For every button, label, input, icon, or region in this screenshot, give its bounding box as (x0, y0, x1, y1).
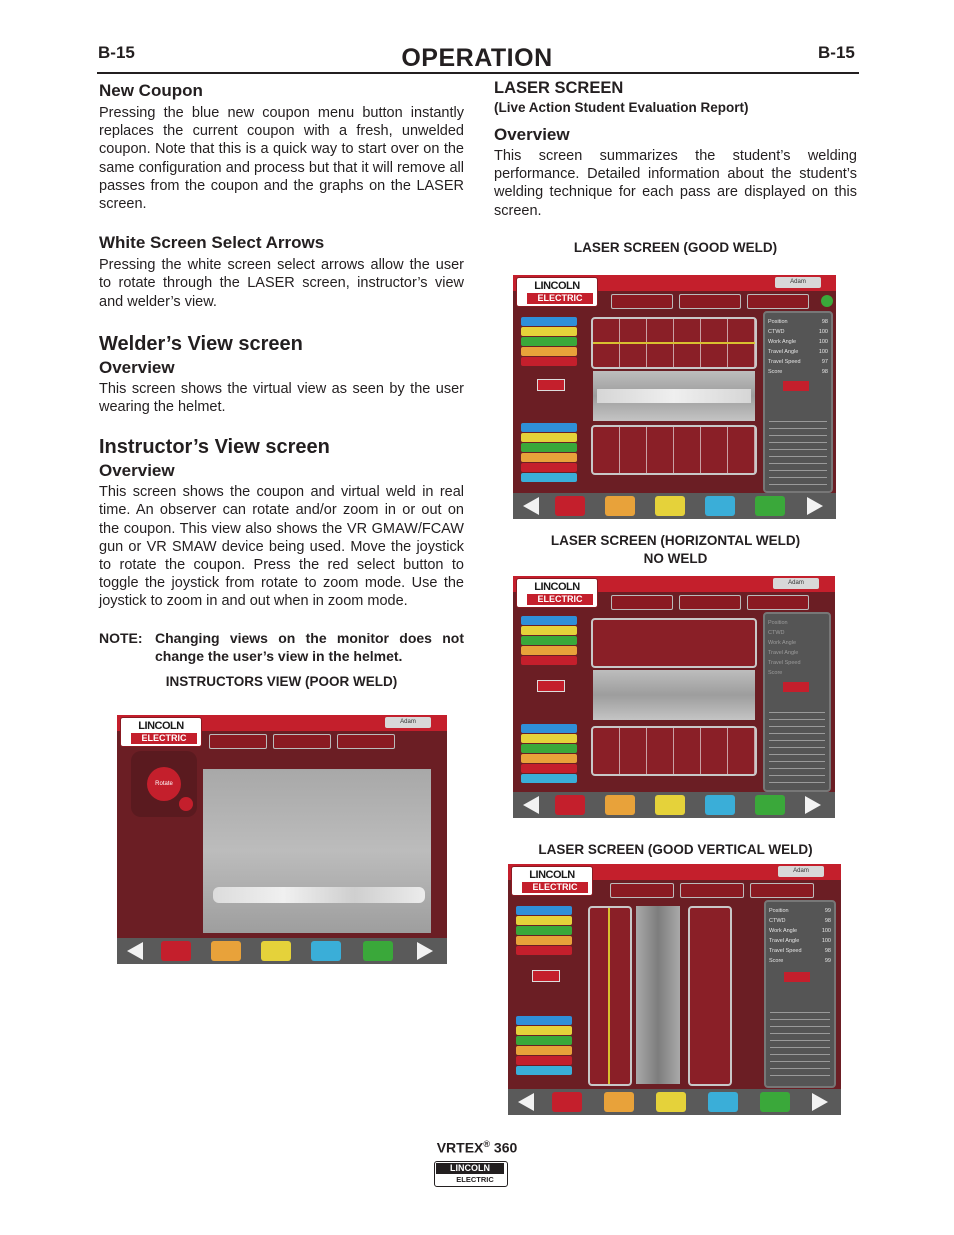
header-button (611, 595, 673, 610)
header-button (679, 595, 741, 610)
header-button (750, 883, 814, 898)
screen-bottom-bar (508, 1089, 841, 1115)
header-button (747, 595, 809, 610)
yellow-button (656, 1092, 686, 1112)
footer-model-number: 360 (490, 1139, 518, 1156)
stat-values: 98 100 100 100 97 98 (818, 319, 828, 375)
legend-stack (521, 724, 577, 784)
lincoln-logo (120, 717, 202, 747)
menu-stack (516, 906, 572, 956)
stat-labels: Position CTWD Work Angle Travel Angle Travel Speed Score (768, 620, 801, 676)
discontinuity-list (769, 421, 827, 485)
arrow-left-icon (523, 796, 539, 814)
instructors-view-caption: INSTRUCTORS VIEW (POOR WELD) (165, 673, 398, 689)
lincoln-logo (511, 866, 593, 896)
left-column (99, 81, 464, 691)
laser-body: This screen summarizes the student’s welding performance. Detailed information about the student’s welding technique for each pass are displayed on this screen. (494, 148, 857, 219)
header-button (680, 883, 744, 898)
header-button (337, 734, 395, 749)
header-button (679, 294, 741, 309)
footer-model (0, 1139, 954, 1156)
laser-screen-heading: LASER SCREEN (494, 79, 624, 97)
caption-good-weld: LASER SCREEN (GOOD WELD) (573, 240, 778, 255)
arrow-right-icon (807, 497, 823, 515)
caption-horizontal-line1: LASER SCREEN (HORIZONTAL WELD) (550, 533, 801, 548)
coupon-image (636, 906, 680, 1084)
green-button (760, 1092, 790, 1112)
page-number-right: B-15 (818, 43, 855, 62)
pass-button (537, 680, 565, 692)
discontinuity-list (770, 1012, 830, 1080)
coupon-image (593, 670, 755, 720)
welders-view-heading: Welder’s View screen (99, 332, 303, 355)
laser-good-weld-screenshot (513, 275, 836, 519)
footer-model-name: VRTEX (436, 1139, 484, 1156)
score-button (783, 381, 809, 391)
instructors-view-screenshot (117, 715, 447, 964)
select-button (179, 797, 193, 811)
header-button (610, 883, 674, 898)
header-rule (97, 72, 859, 74)
blue-button (311, 941, 341, 961)
yellow-button (655, 795, 685, 815)
pass-button (532, 970, 560, 982)
logo-electric-text: ELECTRIC (527, 293, 593, 304)
yellow-button (261, 941, 291, 961)
welders-view-body: This screen shows the virtual view as seen by the user wearing the helmet. (99, 380, 464, 416)
stat-values: 99 98 100 100 98 99 (821, 908, 831, 964)
logo-lincoln-text: LINCOLN (529, 869, 575, 881)
menu-button (555, 496, 585, 516)
new-coupon-body: Pressing the blue new coupon menu button instantly replaces the current coupon with a fresh, unwelded coupon. Note that this is a quick way to start over on the same configuration and process but that it will remove all passes from the coupon and the graphs on the LASER screen. (99, 105, 464, 213)
menu-stack (521, 616, 577, 666)
graph-panel-top (591, 317, 757, 369)
logo-electric-text: ELECTRIC (131, 733, 197, 744)
graph-panel-top (591, 618, 757, 668)
graph-panel-right (688, 906, 732, 1086)
score-panel (763, 612, 831, 792)
logo-lincoln-text: LINCOLN (534, 581, 580, 593)
green-button (755, 496, 785, 516)
laser-screen-subheading: (Live Action Student Evaluation Report) (494, 100, 749, 115)
joystick-pad (131, 751, 197, 817)
footer-registered-mark: ® (483, 1139, 491, 1149)
laser-no-weld-screenshot (513, 576, 835, 818)
instructors-view-overview: Overview (99, 461, 175, 481)
screen-bottom-bar (513, 493, 836, 519)
orange-button (605, 496, 635, 516)
logo-lincoln-text: LINCOLN (138, 720, 184, 732)
arrows-body: Pressing the white screen select arrows allow the user to rotate through the LASER screen, instructor’s view and welder’s view. (99, 257, 464, 310)
note-label: NOTE: (99, 629, 143, 646)
blue-button (708, 1092, 738, 1112)
footer-logo-electric: ELECTRIC (456, 1175, 494, 1184)
weld-trace (608, 908, 610, 1084)
blue-button (705, 795, 735, 815)
graph-panel-bottom (591, 425, 757, 475)
header-button (611, 294, 673, 309)
coupon-image (593, 371, 755, 421)
user-label: Adam (385, 717, 431, 728)
score-button (783, 682, 809, 692)
logo-electric-text: ELECTRIC (522, 882, 588, 893)
arrow-right-icon (805, 796, 821, 814)
legend-stack (516, 1016, 572, 1076)
legend-stack (521, 423, 577, 483)
score-panel (764, 900, 836, 1088)
caption-horizontal-weld (494, 532, 857, 568)
poor-weld-bead (213, 887, 425, 903)
coupon-image (203, 769, 431, 933)
arrow-right-icon (417, 942, 433, 960)
user-label: Adam (773, 578, 819, 589)
arrow-left-icon (127, 942, 143, 960)
green-button (363, 941, 393, 961)
status-indicator (821, 295, 833, 307)
logo-electric-text: ELECTRIC (527, 594, 593, 605)
header-button (273, 734, 331, 749)
instructors-view-body: This screen shows the coupon and virtual weld in real time. An observer can rotate and/or zoom in or out on the coupon. This view also shows the VR GMAW/FCAW gun or VR SMAW device being used. Move the joystick to rotate the coupon. Press the red select button to toggle the joystick from rotate to zoom mode. Use the joystick to zoom in and out when in zoom mode. (99, 484, 464, 610)
yellow-button (655, 496, 685, 516)
screen-bottom-bar (117, 938, 447, 964)
stat-labels: Position CTWD Work Angle Travel Angle Travel Speed Score (768, 319, 801, 375)
laser-vertical-weld-screenshot (508, 864, 841, 1115)
orange-button (211, 941, 241, 961)
weld-trace (593, 342, 755, 344)
graph-panel-bottom (591, 726, 757, 776)
score-panel (763, 311, 833, 493)
instructors-view-heading: Instructor’s View screen (99, 436, 330, 459)
header-button (747, 294, 809, 309)
score-button (784, 972, 810, 982)
discontinuity-list (769, 712, 825, 784)
arrow-left-icon (523, 497, 539, 515)
stat-labels: Position CTWD Work Angle Travel Angle Travel Speed Score (769, 908, 802, 964)
screen-bottom-bar (513, 792, 835, 818)
lincoln-logo (516, 277, 598, 307)
rotate-button: Rotate (147, 767, 181, 801)
arrows-heading: White Screen Select Arrows (99, 233, 325, 253)
laser-overview: Overview (494, 125, 570, 144)
logo-lincoln-text: LINCOLN (534, 280, 580, 292)
new-coupon-heading: New Coupon (99, 81, 203, 100)
menu-button (161, 941, 191, 961)
header-button (209, 734, 267, 749)
footer-logo-lincoln: LINCOLN (436, 1163, 504, 1174)
note-text: Changing views on the monitor does not change the user’s view in the helmet. (155, 629, 464, 664)
arrow-left-icon (518, 1093, 534, 1111)
lincoln-logo (516, 578, 598, 608)
arrow-right-icon (812, 1093, 828, 1111)
page-title: OPERATION (401, 44, 553, 72)
menu-stack (521, 317, 577, 367)
caption-horizontal-line2: NO WELD (643, 551, 708, 566)
menu-button (552, 1092, 582, 1112)
user-label: Adam (775, 277, 821, 288)
menu-button (555, 795, 585, 815)
orange-button (605, 795, 635, 815)
footer-lincoln-logo (434, 1161, 510, 1187)
welders-view-overview: Overview (99, 357, 175, 377)
caption-vertical-weld: LASER SCREEN (GOOD VERTICAL WELD) (538, 842, 813, 857)
good-weld-bead (597, 389, 751, 403)
blue-button (705, 496, 735, 516)
page-number-left: B-15 (98, 43, 135, 62)
note (99, 629, 464, 665)
green-button (755, 795, 785, 815)
user-label: Adam (778, 866, 824, 877)
graph-panel-left (588, 906, 632, 1086)
pass-button (537, 379, 565, 391)
orange-button (604, 1092, 634, 1112)
right-column (494, 79, 857, 220)
